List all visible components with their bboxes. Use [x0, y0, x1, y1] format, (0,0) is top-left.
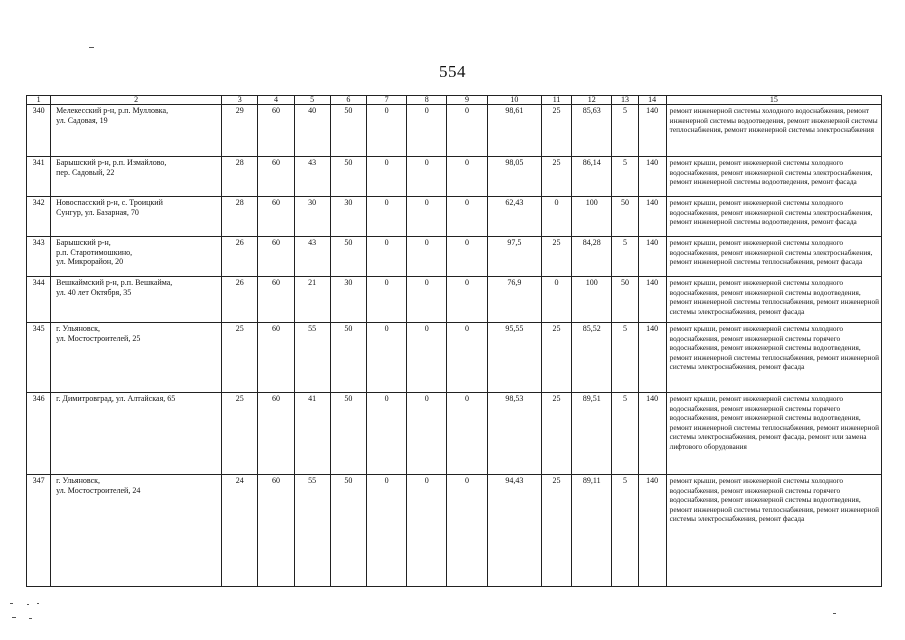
repair-works-cell: ремонт крыши, ремонт инженерной системы холодного водоснабжения, ремонт инженерной системы электроснабжения, ремонт инженерной системы водоотведения, ремонт фасада: [666, 197, 881, 237]
column-header-5: 5: [294, 96, 330, 105]
value-cell-col-4: 60: [258, 105, 294, 157]
value-cell-col-12: 89,51: [572, 393, 612, 475]
scan-speck: [10, 603, 13, 604]
value-cell-col-11: 0: [541, 197, 571, 237]
value-cell-col-12: 84,28: [572, 237, 612, 277]
table-body: [27, 105, 882, 587]
value-cell-col-6: 50: [330, 393, 366, 475]
scan-speck: [29, 618, 32, 619]
value-cell-col-12: 100: [572, 277, 612, 323]
value-cell-col-11: 25: [541, 237, 571, 277]
value-cell-col-8: 0: [407, 105, 447, 157]
table-row: [27, 237, 882, 277]
value-cell-col-13: 5: [612, 323, 638, 393]
value-cell-col-6: 50: [330, 105, 366, 157]
value-cell-col-5: 40: [294, 105, 330, 157]
value-cell-col-3: 25: [222, 393, 258, 475]
repair-works-cell: ремонт крыши, ремонт инженерной системы холодного водоснабжения, ремонт инженерной системы электроснабжения, ремонт инженерной системы водоотведения, ремонт фасада: [666, 157, 881, 197]
repair-works-cell: ремонт крыши, ремонт инженерной системы холодного водоснабжения, ремонт инженерной системы электроснабжения, ремонт инженерной системы теплоснабжения, ремонт фасада: [666, 237, 881, 277]
value-cell-col-7: 0: [366, 277, 406, 323]
value-cell-col-13: 5: [612, 475, 638, 587]
value-cell-col-7: 0: [366, 475, 406, 587]
value-cell-col-4: 60: [258, 475, 294, 587]
value-cell-col-5: 30: [294, 197, 330, 237]
value-cell-col-10: 94,43: [487, 475, 541, 587]
address-cell: г. Ульяновск, ул. Мостостроителей, 24: [51, 475, 222, 587]
value-cell-col-9: 0: [447, 197, 487, 237]
value-cell-col-7: 0: [366, 237, 406, 277]
value-cell-col-9: 0: [447, 157, 487, 197]
value-cell-col-4: 60: [258, 277, 294, 323]
value-cell-col-6: 30: [330, 197, 366, 237]
value-cell-col-9: 0: [447, 393, 487, 475]
row-number-cell: 340: [27, 105, 51, 157]
table-header-row: [27, 96, 882, 105]
table-row: [27, 323, 882, 393]
value-cell-col-10: 98,05: [487, 157, 541, 197]
value-cell-col-3: 29: [222, 105, 258, 157]
table-row: [27, 475, 882, 587]
value-cell-col-8: 0: [407, 197, 447, 237]
column-header-4: 4: [258, 96, 294, 105]
value-cell-col-14: 140: [638, 475, 666, 587]
value-cell-col-12: 89,11: [572, 475, 612, 587]
value-cell-col-9: 0: [447, 277, 487, 323]
address-cell: Новоспасский р-н, с. Троицкий Сунгур, ул. Базарная, 70: [51, 197, 222, 237]
row-number-cell: 344: [27, 277, 51, 323]
table-row: [27, 197, 882, 237]
value-cell-col-13: 5: [612, 105, 638, 157]
value-cell-col-5: 55: [294, 323, 330, 393]
value-cell-col-8: 0: [407, 237, 447, 277]
value-cell-col-13: 5: [612, 393, 638, 475]
value-cell-col-13: 50: [612, 197, 638, 237]
scan-speck: [37, 603, 39, 604]
column-header-11: 11: [541, 96, 571, 105]
value-cell-col-4: 60: [258, 157, 294, 197]
repair-works-cell: ремонт крыши, ремонт инженерной системы холодного водоснабжения, ремонт инженерной системы горячего водоснабжения, ремонт инженерной системы водоотведения, ремонт инженерной системы теплоснабжения, ремонт инженерной системы электроснабжения, ремонт фасада: [666, 475, 881, 587]
value-cell-col-9: 0: [447, 475, 487, 587]
capital-repair-table: [26, 95, 882, 587]
value-cell-col-8: 0: [407, 277, 447, 323]
value-cell-col-12: 85,63: [572, 105, 612, 157]
address-cell: Вешкаймский р-н, р.п. Вешкайма, ул. 40 лет Октября, 35: [51, 277, 222, 323]
column-header-6: 6: [330, 96, 366, 105]
column-header-10: 10: [487, 96, 541, 105]
column-header-12: 12: [572, 96, 612, 105]
address-cell: г. Димитровград, ул. Алтайская, 65: [51, 393, 222, 475]
address-cell: г. Ульяновск, ул. Мостостроителей, 25: [51, 323, 222, 393]
value-cell-col-4: 60: [258, 393, 294, 475]
value-cell-col-7: 0: [366, 157, 406, 197]
value-cell-col-10: 97,5: [487, 237, 541, 277]
value-cell-col-10: 76,9: [487, 277, 541, 323]
column-header-1: 1: [27, 96, 51, 105]
repair-works-cell: ремонт крыши, ремонт инженерной системы холодного водоснабжения, ремонт инженерной системы горячего водоснабжения, ремонт инженерной системы водоотведения, ремонт инженерной системы теплоснабжения, ремонт инженерной системы электроснабжения, ремонт фасада: [666, 323, 881, 393]
value-cell-col-14: 140: [638, 277, 666, 323]
value-cell-col-10: 98,61: [487, 105, 541, 157]
value-cell-col-13: 5: [612, 157, 638, 197]
value-cell-col-6: 50: [330, 237, 366, 277]
page-number: 554: [439, 62, 466, 81]
value-cell-col-7: 0: [366, 197, 406, 237]
table-row: [27, 393, 882, 475]
value-cell-col-13: 50: [612, 277, 638, 323]
value-cell-col-10: 62,43: [487, 197, 541, 237]
column-header-3: 3: [222, 96, 258, 105]
value-cell-col-3: 25: [222, 323, 258, 393]
value-cell-col-7: 0: [366, 323, 406, 393]
value-cell-col-14: 140: [638, 323, 666, 393]
value-cell-col-8: 0: [407, 157, 447, 197]
value-cell-col-14: 140: [638, 197, 666, 237]
value-cell-col-10: 98,53: [487, 393, 541, 475]
row-number-cell: 342: [27, 197, 51, 237]
value-cell-col-11: 25: [541, 393, 571, 475]
row-number-cell: 341: [27, 157, 51, 197]
column-header-13: 13: [612, 96, 638, 105]
scan-speck: [833, 613, 836, 614]
value-cell-col-14: 140: [638, 157, 666, 197]
value-cell-col-3: 28: [222, 197, 258, 237]
value-cell-col-13: 5: [612, 237, 638, 277]
value-cell-col-9: 0: [447, 323, 487, 393]
value-cell-col-4: 60: [258, 197, 294, 237]
value-cell-col-14: 140: [638, 105, 666, 157]
value-cell-col-11: 0: [541, 277, 571, 323]
column-header-14: 14: [638, 96, 666, 105]
value-cell-col-5: 43: [294, 237, 330, 277]
column-header-9: 9: [447, 96, 487, 105]
value-cell-col-14: 140: [638, 237, 666, 277]
value-cell-col-5: 55: [294, 475, 330, 587]
row-number-cell: 347: [27, 475, 51, 587]
value-cell-col-4: 60: [258, 237, 294, 277]
row-number-cell: 345: [27, 323, 51, 393]
value-cell-col-6: 50: [330, 323, 366, 393]
value-cell-col-14: 140: [638, 393, 666, 475]
value-cell-col-6: 50: [330, 475, 366, 587]
value-cell-col-11: 25: [541, 105, 571, 157]
value-cell-col-3: 24: [222, 475, 258, 587]
value-cell-col-5: 21: [294, 277, 330, 323]
scan-speck: [89, 47, 94, 48]
value-cell-col-8: 0: [407, 323, 447, 393]
table-row: [27, 105, 882, 157]
table-row: [27, 277, 882, 323]
value-cell-col-9: 0: [447, 105, 487, 157]
value-cell-col-11: 25: [541, 157, 571, 197]
table-row: [27, 157, 882, 197]
address-cell: Барышский р-н, р.п. Старотимошкино, ул. Микрорайон, 20: [51, 237, 222, 277]
address-cell: Барышский р-н, р.п. Измайлово, пер. Садовый, 22: [51, 157, 222, 197]
column-header-7: 7: [366, 96, 406, 105]
value-cell-col-5: 43: [294, 157, 330, 197]
value-cell-col-11: 25: [541, 475, 571, 587]
value-cell-col-3: 28: [222, 157, 258, 197]
value-cell-col-12: 85,52: [572, 323, 612, 393]
value-cell-col-9: 0: [447, 237, 487, 277]
column-header-8: 8: [407, 96, 447, 105]
value-cell-col-4: 60: [258, 323, 294, 393]
column-header-2: 2: [51, 96, 222, 105]
scan-speck: [12, 617, 16, 618]
value-cell-col-7: 0: [366, 393, 406, 475]
column-header-15: 15: [666, 96, 881, 105]
value-cell-col-3: 26: [222, 237, 258, 277]
value-cell-col-6: 30: [330, 277, 366, 323]
value-cell-col-6: 50: [330, 157, 366, 197]
value-cell-col-8: 0: [407, 393, 447, 475]
value-cell-col-7: 0: [366, 105, 406, 157]
value-cell-col-8: 0: [407, 475, 447, 587]
row-number-cell: 346: [27, 393, 51, 475]
value-cell-col-10: 95,55: [487, 323, 541, 393]
repair-works-cell: ремонт крыши, ремонт инженерной системы холодного водоснабжения, ремонт инженерной системы горячего водоснабжения, ремонт инженерной системы водоотведения, ремонт инженерной системы теплоснабжения, ремонт инженерной системы электроснабжения, ремонт фасада, ремонт или замена лифтового оборудования: [666, 393, 881, 475]
value-cell-col-11: 25: [541, 323, 571, 393]
address-cell: Мелекесский р-н, р.п. Мулловка, ул. Садовая, 19: [51, 105, 222, 157]
value-cell-col-12: 100: [572, 197, 612, 237]
row-number-cell: 343: [27, 237, 51, 277]
repair-works-cell: ремонт инженерной системы холодного водоснабжения, ремонт инженерной системы водоотведения, ремонт инженерной системы теплоснабжения, ремонт инженерной системы электроснабжения: [666, 105, 881, 157]
value-cell-col-3: 26: [222, 277, 258, 323]
value-cell-col-5: 41: [294, 393, 330, 475]
value-cell-col-12: 86,14: [572, 157, 612, 197]
repair-works-cell: ремонт крыши, ремонт инженерной системы холодного водоснабжения, ремонт инженерной системы водоотведения, ремонт инженерной системы теплоснабжения, ремонт инженерной системы электроснабжения, ремонт фасада: [666, 277, 881, 323]
scan-speck: [27, 604, 29, 605]
